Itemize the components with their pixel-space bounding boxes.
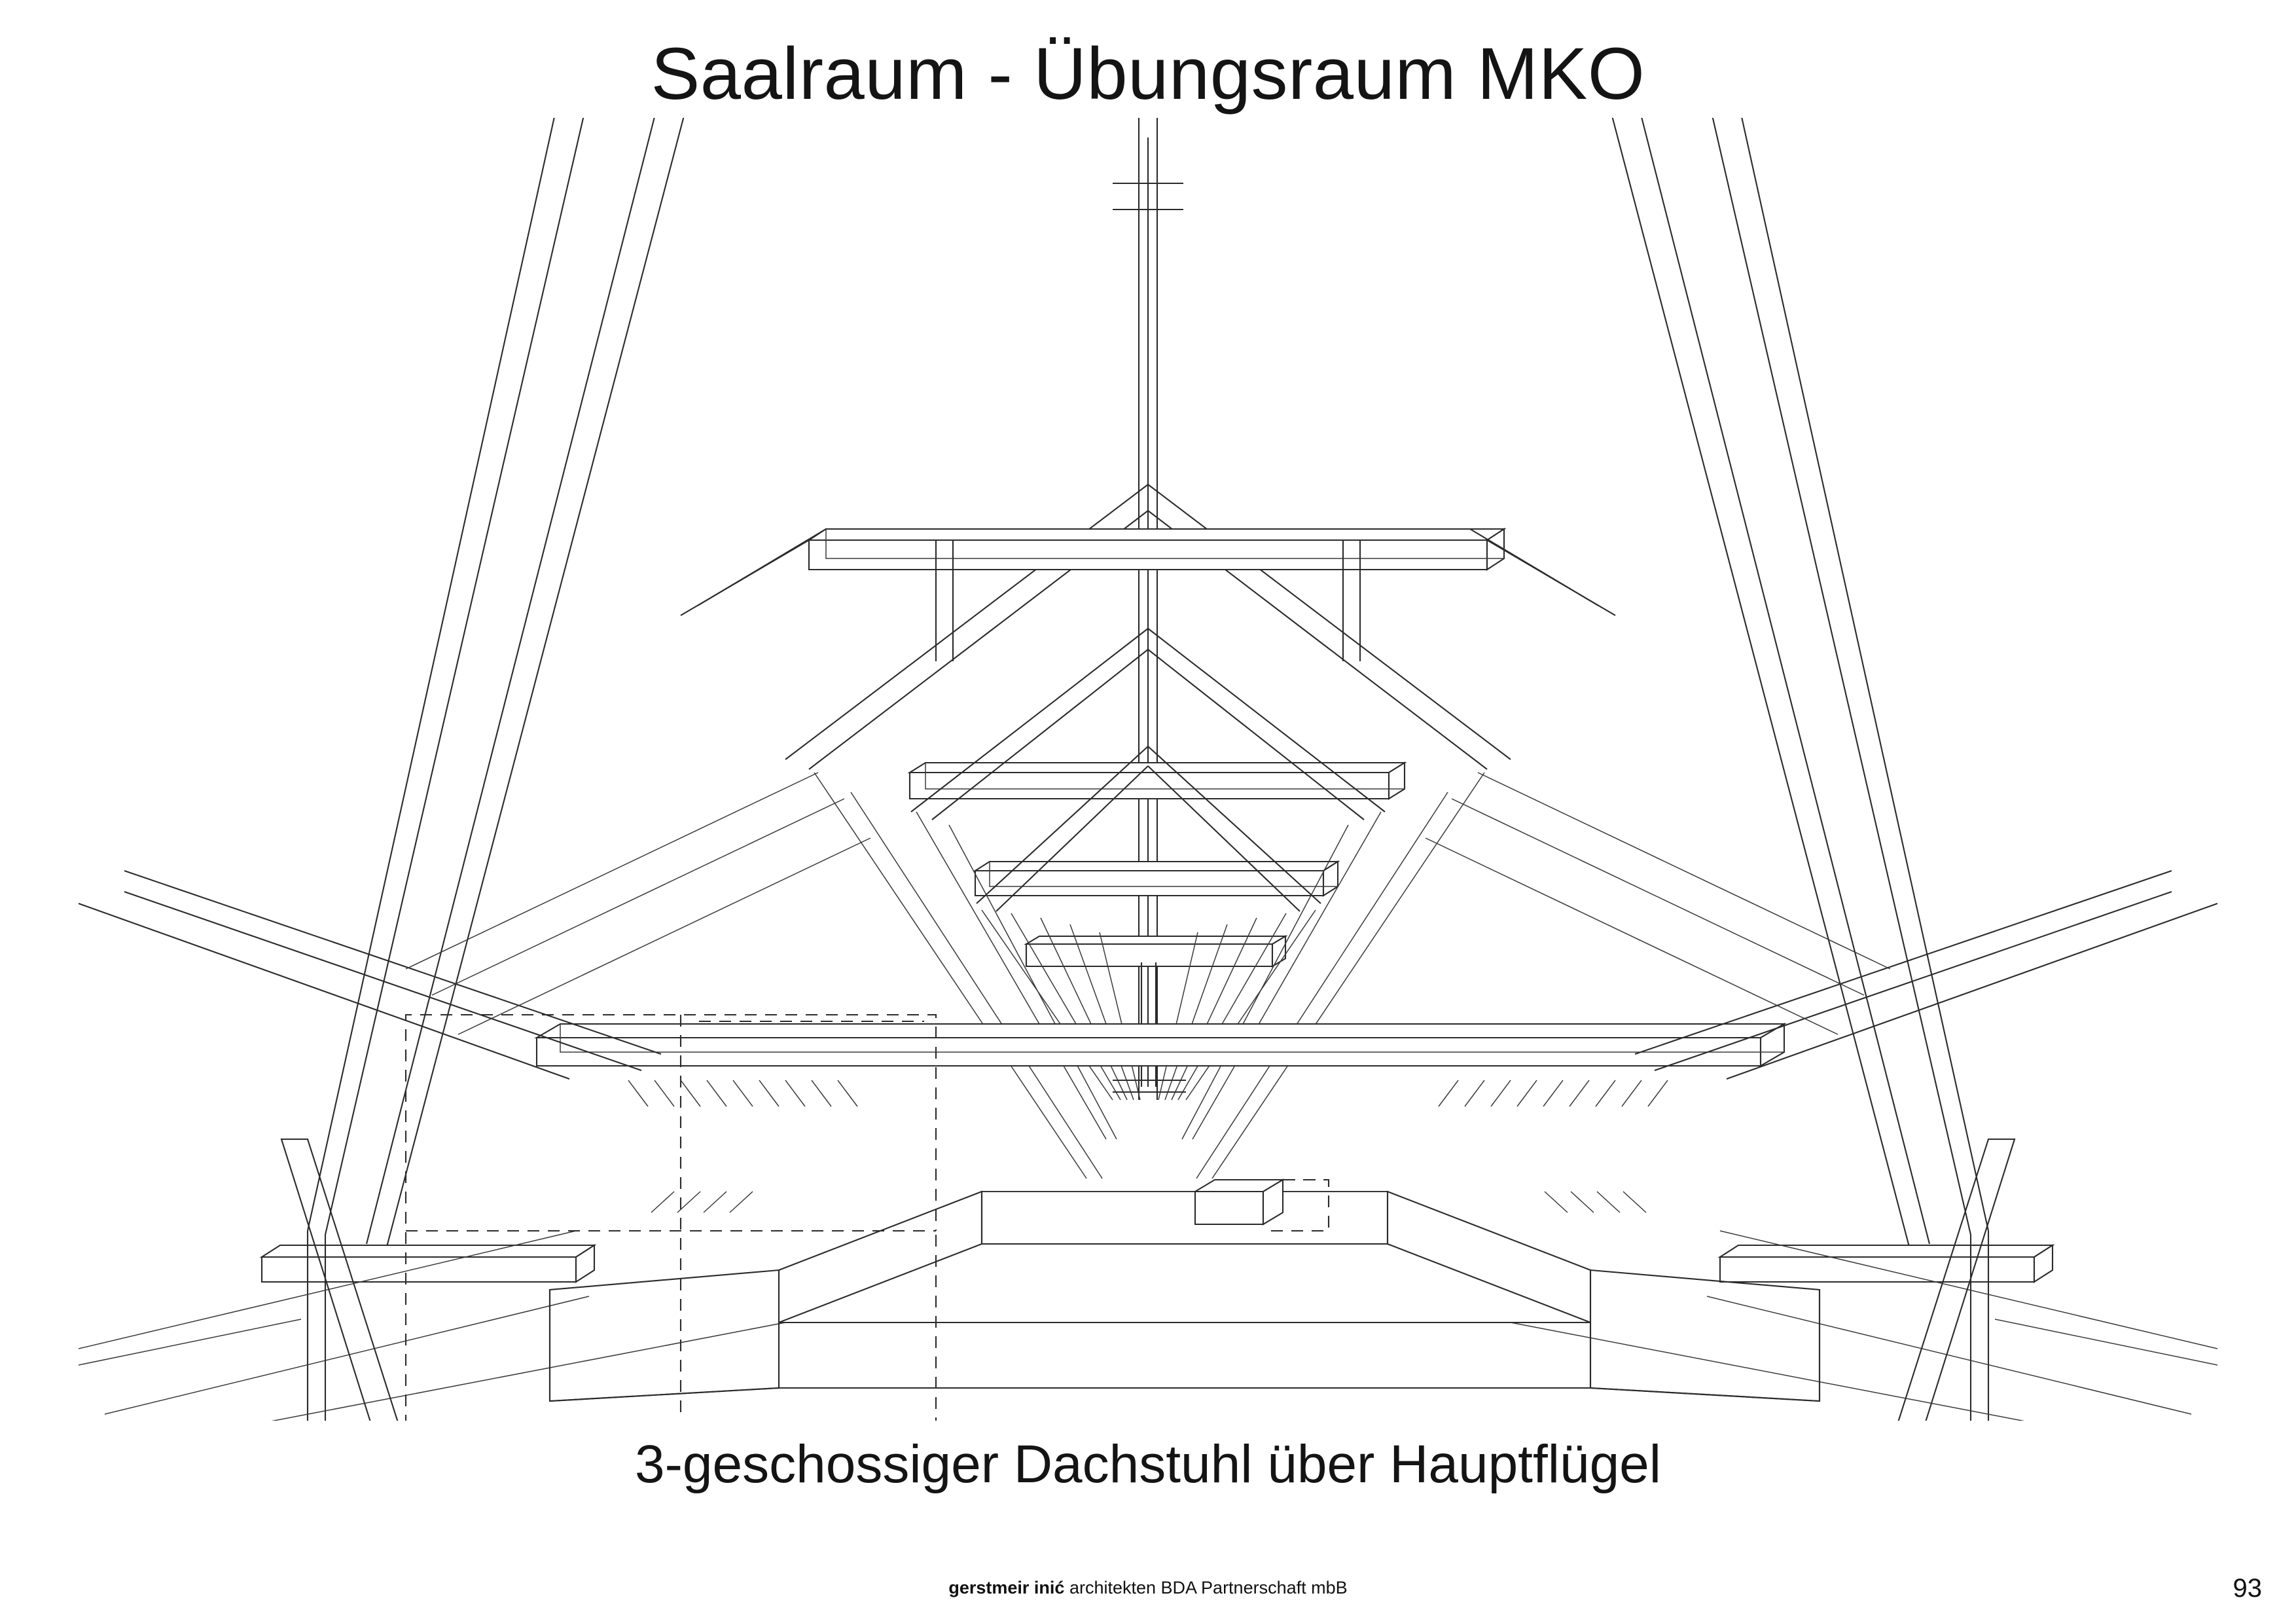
roof-truss-drawing — [0, 118, 2296, 1421]
page-title: Saalraum - Übungsraum MKO — [651, 33, 1645, 115]
figure-caption: 3-geschossiger Dachstuhl über Hauptflügel — [634, 1434, 1661, 1494]
page-number: 93 — [2233, 1574, 2262, 1603]
footer — [0, 1578, 2296, 1598]
roof-truss-svg — [0, 118, 2296, 1421]
footer-brand: gerstmeir inić — [948, 1578, 1065, 1597]
footer-rest: architekten BDA Partnerschaft mbB — [1064, 1578, 1348, 1597]
